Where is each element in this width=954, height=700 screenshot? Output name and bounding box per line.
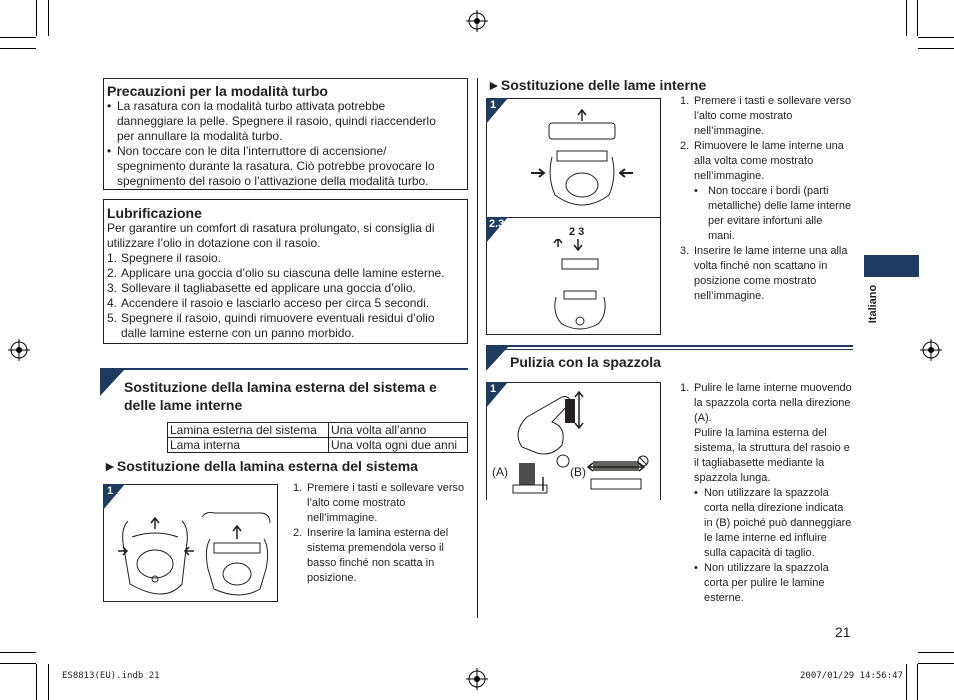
brush-bullet: • Non utilizzare la spazzola corta nella direzione indicata in (B) poiché può danneggiare le lame interne ed influire sulla capacità di taglio.	[694, 486, 852, 561]
registration-mark-top	[466, 10, 488, 32]
lubrication-step: 5. Spegnere il rasoio, quindi rimuovere eventuali residui d’olio dalle lamine esterne con un panno morbido.	[107, 311, 435, 340]
side-tab	[864, 255, 919, 277]
turbo-bullet: • Non toccare con le dita l’interruttore di accensione/ spegnimento durante la rasatura. Ciò potrebbe provocare lo spegnimento del rasoio o l’attivazione della modalità turbo.	[107, 144, 452, 189]
outer-foil-figure	[103, 484, 278, 602]
lubrication-box	[103, 199, 468, 344]
table-cell: Lama interna	[168, 438, 329, 453]
brush-bullet: • Non utilizzare la spazzola corta per pulire le lamine esterne.	[694, 561, 852, 606]
table-cell: Una volta all’anno	[328, 423, 467, 438]
figure-divider	[487, 217, 660, 218]
footer-timestamp: 2007/01/29 14:56:47	[800, 671, 903, 681]
table-cell: Lamina esterna del sistema	[168, 423, 329, 438]
outer-foil-step: 1. Premere i tasti e sollevare verso l’alto come mostrato nell’immagine.	[293, 482, 465, 524]
inner-blade-subbullets	[694, 184, 852, 244]
figure-number: 1	[490, 99, 497, 111]
lubrication-steps	[107, 251, 462, 341]
figure-number: 1	[490, 383, 497, 395]
brush-bullets	[694, 486, 852, 606]
side-tab-label: Italiano	[867, 284, 879, 324]
registration-mark-bottom	[466, 668, 488, 690]
turbo-bullet: • La rasatura con la modalità turbo attivata potrebbe danneggiare la pelle. Spegnere il rasoio, quindi riaccenderlo per annullare la modalità turbo.	[107, 99, 452, 144]
inner-blade-illustration-2	[542, 239, 622, 331]
column-divider	[477, 78, 478, 618]
turbo-precautions-box	[103, 78, 468, 190]
outer-foil-step: 2. Inserire la lamina esterna del sistema premendola verso il basso finché non scatta in posizione.	[293, 527, 449, 584]
brush-band-triangle	[486, 347, 508, 371]
outer-foil-illustration	[110, 509, 275, 599]
registration-mark-right	[920, 339, 942, 361]
table-row	[168, 438, 468, 453]
lubrication-intro: Per garantire un comfort di rasatura prolungato, si consiglia di utilizzare l’olio in dotazione con il rasoio.	[107, 221, 435, 250]
turbo-bullets	[107, 99, 452, 189]
replacement-band-triangle	[100, 370, 124, 396]
brush-label-b: (B)	[570, 465, 586, 479]
brush-title: Pulizia con la spazzola	[510, 354, 661, 370]
table-row	[168, 423, 468, 438]
replacement-title: Sostituzione della lamina esterna del sistema e delle lame interne	[124, 379, 437, 413]
brush-illustration	[507, 387, 657, 499]
footer-file: ES8813(EU).indb 21	[62, 671, 160, 681]
figure-number: 1	[107, 485, 114, 497]
inner-blade-steps	[680, 94, 852, 304]
inner-blade-title: ►Sostituzione delle lame interne	[487, 77, 707, 93]
inner-blade-illustration-1	[527, 107, 637, 215]
brush-steps	[680, 381, 852, 606]
inner-blade-step: 1. Premere i tasti e sollevare verso l’alto come mostrato nell’immagine.	[680, 95, 852, 137]
inner-blade-figure	[486, 98, 661, 335]
figure-number: 2.3	[489, 218, 505, 230]
inner-blade-subbullet: • Non toccare i bordi (parti metalliche) delle lame interne per evitare infortuni alle mani.	[694, 184, 852, 244]
lubrication-step: 2. Applicare una goccia d’olio su ciascuna delle lamine esterne.	[107, 266, 445, 280]
lubrication-title: Lubrificazione	[107, 205, 202, 221]
inner-blade-step: 2. Rimuovere le lame interne una alla volta come mostrato nell’immagine. • Non toccare i bordi (parti metalliche) delle lame interne per evitare infortuni alle mani.	[680, 139, 852, 244]
turbo-title: Precauzioni per la modalità turbo	[107, 83, 328, 99]
outer-foil-steps	[293, 481, 465, 586]
brush-step: 1. Pulire le lame interne muovendo la spazzola corta nella direzione (A). Pulire la lamina esterna del sistema, la struttura del rasoio e il tagliabasette mediante la spazzola lunga. • Non utilizzare la spazzola corta nella direzione indicata in (B) poiché può danneggiare le lame interne ed influire sulla capacità di taglio. • Non utilizzare la spazzola corta per pulire le lamine esterne.	[680, 381, 852, 606]
brush-figure	[486, 382, 661, 500]
lubrication-step: 1. Spegnere il rasoio.	[107, 251, 222, 265]
lubrication-step: 3. Sollevare il tagliabasette ed applicare una goccia d’olio.	[107, 281, 416, 295]
brush-label-a: (A)	[492, 465, 508, 479]
table-cell: Una volta ogni due anni	[328, 438, 467, 453]
inner-blade-step: 3. Inserire le lame interne una alla volta finché non scattano in posizione come mostrato nell’immagine.	[680, 245, 848, 302]
replacement-schedule-table	[167, 422, 468, 453]
page-number: 21	[835, 624, 851, 640]
registration-mark-left	[8, 339, 30, 361]
brush-band-line	[486, 345, 853, 347]
figure-step-numbers: 2 3	[569, 226, 585, 238]
brush-band-line-thin	[486, 349, 853, 350]
lubrication-step: 4. Accendere il rasoio e lasciarlo acceso per circa 5 secondi.	[107, 296, 430, 310]
outer-foil-title: ►Sostituzione della lamina esterna del sistema	[103, 458, 418, 474]
replacement-band-line	[100, 368, 468, 370]
